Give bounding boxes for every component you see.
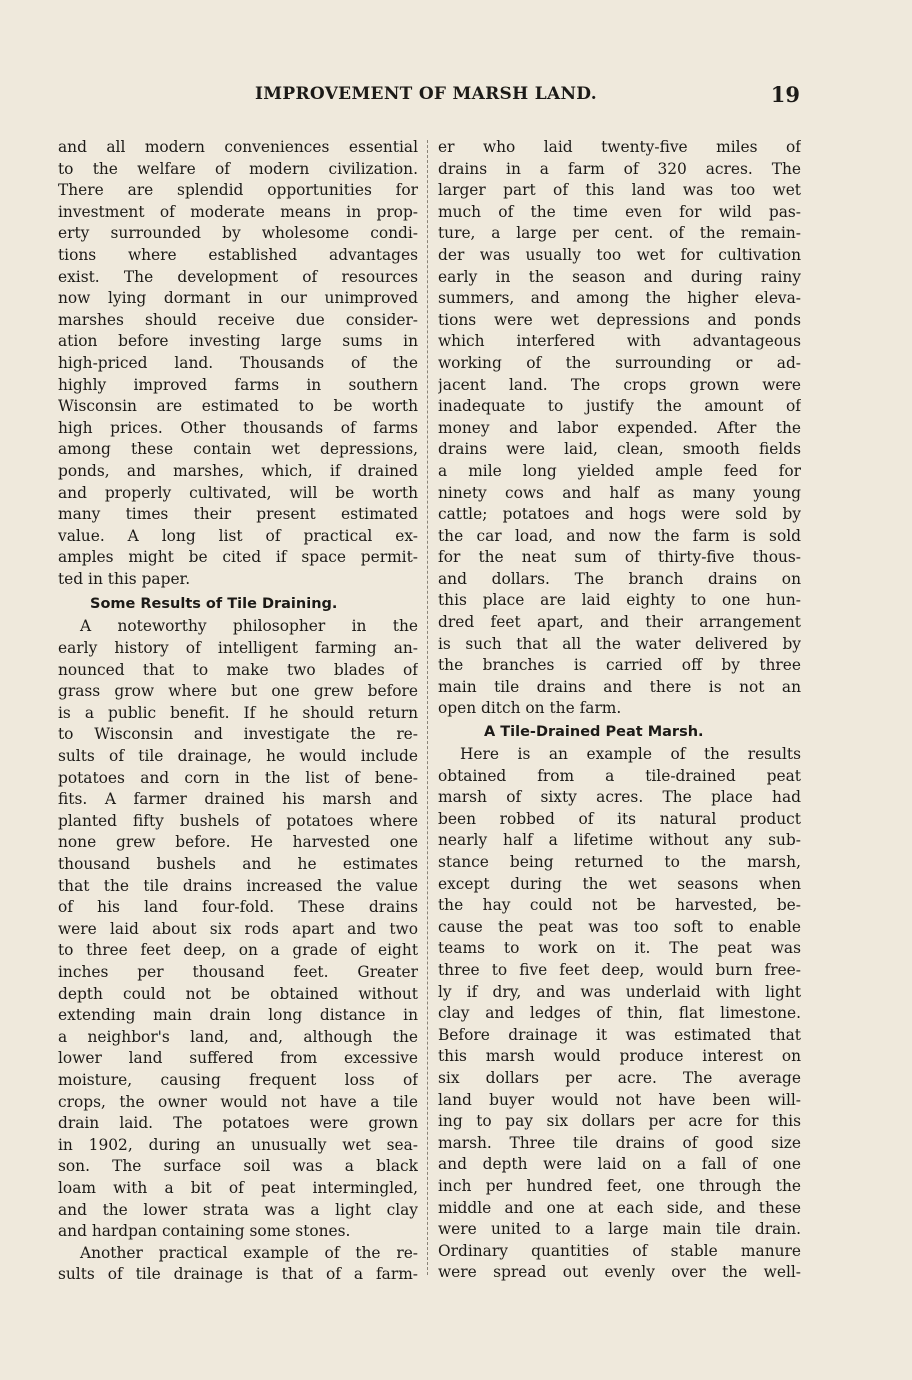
- text-line: der was usually too wet for cultivation: [438, 245, 801, 264]
- text-line: tions were wet depressions and ponds: [438, 310, 801, 329]
- text-line: teams to work on it. The peat was: [438, 939, 801, 958]
- text-line: loam with a bit of peat intermingled,: [58, 1178, 418, 1197]
- text-line: many times their present estimated: [58, 505, 418, 524]
- text-line: sults of tile drainage, he would include: [58, 747, 418, 766]
- text-line: Ordinary quantities of stable manure: [438, 1241, 801, 1260]
- text-line: and properly cultivated, will be worth: [58, 483, 418, 502]
- text-line: inadequate to justify the amount of: [438, 397, 801, 416]
- text-line: to three feet deep, on a grade of eight: [58, 941, 418, 960]
- text-line: summers, and among the higher eleva-: [438, 289, 801, 308]
- text-line: been robbed of its natural product: [438, 809, 801, 828]
- text-line: and depth were laid on a fall of one: [438, 1155, 801, 1174]
- text-line: this place are laid eighty to one hun-: [438, 591, 801, 610]
- text-line: nounced that to make two blades of: [58, 660, 418, 679]
- text-line: ly if dry, and was underlaid with light: [438, 982, 801, 1001]
- text-line: ted in this paper.: [58, 569, 191, 588]
- text-line: for the neat sum of thirty-five thous-: [438, 548, 801, 567]
- text-line: dred feet apart, and their arrangement: [438, 613, 801, 632]
- text-line: inch per hundred feet, one through the: [438, 1176, 801, 1195]
- text-line: clay and ledges of thin, flat limestone.: [438, 1004, 801, 1023]
- text-line: exist. The development of resources: [58, 267, 418, 286]
- text-line: among these contain wet depressions,: [58, 440, 418, 459]
- section-heading: A Tile-Drained Peat Marsh.: [484, 724, 704, 741]
- text-line: sults of tile drainage is that of a farm-: [58, 1265, 418, 1284]
- text-line: A noteworthy philosopher in the: [80, 617, 418, 636]
- text-line: grass grow where but one grew before: [58, 682, 418, 701]
- text-line: nearly half a lifetime without any sub-: [438, 831, 801, 850]
- text-line: middle and one at each side, and these: [438, 1198, 801, 1217]
- text-line: cause the peat was too soft to enable: [438, 917, 801, 936]
- text-line: drain laid. The potatoes were grown: [58, 1114, 418, 1133]
- text-line: and all modern conveniences essential: [58, 138, 418, 156]
- text-line: er who laid twenty-five miles of: [438, 138, 801, 156]
- text-line: amples might be cited if space permit-: [58, 548, 418, 567]
- text-line: investment of moderate means in prop-: [58, 202, 418, 221]
- text-line: were laid about six rods apart and two: [58, 919, 418, 938]
- text-line: crops, the owner would not have a tile: [58, 1092, 418, 1111]
- text-line: lower land suffered from excessive: [58, 1049, 418, 1068]
- text-line: thousand bushels and he estimates: [58, 855, 418, 873]
- text-line: stance being returned to the marsh,: [438, 853, 801, 871]
- text-line: cattle; potatoes and hogs were sold by: [438, 505, 801, 524]
- text-line: fits. A farmer drained his marsh and: [58, 790, 418, 809]
- text-line: the hay could not be harvested, be-: [438, 896, 801, 915]
- running-title: IMPROVEMENT OF MARSH LAND.: [255, 84, 597, 104]
- text-line: planted fifty bushels of potatoes where: [58, 811, 418, 830]
- text-line: There are splendid opportunities for: [58, 181, 418, 200]
- text-line: ing to pay six dollars per acre for this: [438, 1112, 801, 1131]
- text-line: tions where established advantages: [58, 245, 418, 264]
- text-line: highly improved farms in southern: [58, 375, 418, 394]
- text-line: marsh of sixty acres. The place had: [438, 788, 801, 807]
- text-line: obtained from a tile-drained peat: [438, 766, 801, 785]
- text-line: larger part of this land was too wet: [438, 181, 801, 200]
- text-line: except during the wet seasons when: [438, 874, 801, 893]
- text-line: son. The surface soil was a black: [58, 1157, 418, 1176]
- text-line: marsh. Three tile drains of good size: [438, 1133, 801, 1152]
- text-line: in 1902, during an unusually wet sea-: [58, 1135, 418, 1154]
- text-line: ation before investing large sums in: [58, 332, 418, 351]
- text-line: this marsh would produce interest on: [438, 1047, 801, 1066]
- text-line: were united to a large main tile drain.: [438, 1220, 801, 1239]
- text-line: moisture, causing frequent loss of: [58, 1070, 418, 1089]
- text-line: inches per thousand feet. Greater: [58, 962, 418, 981]
- text-line: to the welfare of modern civilization.: [58, 159, 418, 178]
- text-line: money and labor expended. After the: [438, 418, 801, 437]
- text-line: three to five feet deep, would burn free-: [438, 960, 801, 979]
- text-line: the branches is carried off by three: [438, 656, 801, 675]
- page-number: 19: [770, 82, 800, 107]
- text-line: drains were laid, clean, smooth fields: [438, 440, 801, 459]
- text-line: none grew before. He harvested one: [58, 833, 418, 852]
- text-line: and dollars. The branch drains on: [438, 569, 801, 588]
- text-line: erty surrounded by wholesome condi-: [58, 224, 418, 243]
- text-line: land buyer would not have been will-: [438, 1090, 801, 1109]
- right-column: [438, 137, 801, 1284]
- text-line: main tile drains and there is not an: [438, 677, 801, 696]
- text-line: ninety cows and half as many young: [438, 483, 801, 502]
- text-line: that the tile drains increased the value: [58, 876, 418, 895]
- text-line: is such that all the water delivered by: [438, 634, 801, 653]
- text-line: which interfered with advantageous: [438, 332, 801, 351]
- text-line: a neighbor's land, and, although the: [58, 1027, 418, 1046]
- text-line: working of the surrounding or ad-: [438, 353, 801, 372]
- text-line: now lying dormant in our unimproved: [58, 289, 418, 308]
- text-line: and the lower strata was a light clay: [58, 1200, 418, 1219]
- text-line: is a public benefit. If he should return: [58, 703, 418, 722]
- column-divider: [427, 140, 428, 1275]
- text-line: extending main drain long distance in: [58, 1006, 418, 1025]
- text-line: high-priced land. Thousands of the: [58, 353, 418, 372]
- text-line: a mile long yielded ample feed for: [438, 461, 801, 480]
- text-line: much of the time even for wild pas-: [438, 202, 801, 221]
- text-line: jacent land. The crops grown were: [438, 375, 801, 394]
- text-line: Before drainage it was estimated that: [438, 1025, 801, 1044]
- text-line: open ditch on the farm.: [438, 699, 622, 718]
- text-line: six dollars per acre. The average: [438, 1068, 801, 1087]
- section-heading: Some Results of Tile Draining.: [90, 596, 338, 613]
- text-line: ponds, and marshes, which, if drained: [58, 461, 418, 480]
- text-line: the car load, and now the farm is sold: [438, 526, 801, 545]
- text-line: early in the season and during rainy: [438, 267, 801, 286]
- text-line: were spread out evenly over the well-: [438, 1263, 801, 1282]
- text-line: drains in a farm of 320 acres. The: [438, 159, 801, 178]
- text-line: Wisconsin are estimated to be worth: [58, 397, 418, 416]
- text-line: early history of intelligent farming an-: [58, 639, 418, 658]
- text-line: Another practical example of the re-: [80, 1243, 418, 1262]
- text-line: depth could not be obtained without: [58, 984, 418, 1003]
- text-line: Here is an example of the results: [460, 745, 801, 764]
- page-header: [60, 84, 800, 110]
- left-column: [58, 137, 418, 1286]
- text-line: potatoes and corn in the list of bene-: [58, 768, 418, 787]
- text-line: and hardpan containing some stones.: [58, 1222, 351, 1241]
- text-line: marshes should receive due consider-: [58, 310, 418, 329]
- text-line: to Wisconsin and investigate the re-: [58, 725, 418, 744]
- text-line: ture, a large per cent. of the remain-: [438, 224, 801, 243]
- text-line: of his land four-fold. These drains: [58, 898, 418, 917]
- text-line: high prices. Other thousands of farms: [58, 418, 418, 437]
- text-line: value. A long list of practical ex-: [58, 526, 418, 545]
